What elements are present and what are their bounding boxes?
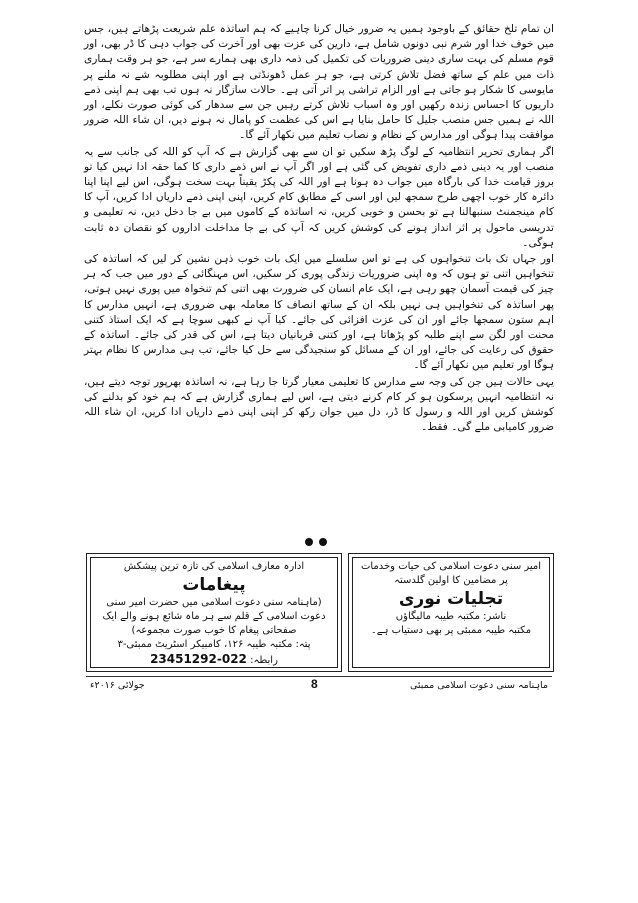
article-paragraph: اور جہاں تک بات تنخواہوں کی ہے تو اس سلسلے میں ایک بات خوب ذہن نشین کر لیں کہ اساتذہ کی تنخواہیں اتنی تو ہوں کہ وہ اپنی ضروریات زندگی پوری کر سکیں، اس مہنگائی کے دور میں جب کہ ہر چیز کی قیمت آسمان چھو رہی ہے، ایک عام انسان کی ضرورت بھی اتنی کم تنخواہ میں پوری نہیں ہوتی، پھر اساتذہ کی تنخواہیں ہی نہیں بلکہ ان کے ساتھ انصاف کا معاملہ بھی ضروری ہے، انہیں مدارس کا اہم ستون سمجھا جائے اور ان کی عزت افزائی کی جائے۔ کیا آپ نے کبھی سوچا ہے کہ ایک استاذ کتنی محنت اور لگن سے اپنے طلبہ کو پڑھاتا ہے، اور کتنی قربانیاں دیتا ہے، اس کی قدر کی جائے۔ اساتذہ کے حقوق کی رعایت کی جائے، اور ان کے مسائل کو سنجیدگی سے حل کیا جائے، تب ہی مدارس کا نظام بہتر ہوگا اور تعلیم میں نکھار آئے گا۔ xyxy=(84,253,554,372)
footer-magazine-name: ماہنامہ سنی دعوت اسلامی ممبئی xyxy=(409,680,548,691)
section-separator xyxy=(296,537,336,547)
advert-heading: امیر سنی دعوت اسلامی کی حیات وخدمات پر مضامین کا اولین گلدستہ xyxy=(360,561,542,586)
footer-divider xyxy=(86,676,552,677)
contact-phone: 022-23451292 xyxy=(150,652,247,666)
advert-title: پیغامات xyxy=(182,575,246,595)
advert-box-paighamat xyxy=(86,553,342,672)
contact-label: رابطہ: xyxy=(250,655,278,666)
advert-publisher: ناشر: مکتبہ طیبہ مالیگاؤں xyxy=(395,611,507,622)
advert-heading: ادارہ معارف اسلامی کی تازہ ترین پیشکش xyxy=(123,561,305,572)
article-paragraph: ان تمام تلخ حقائق کے باوجود ہمیں یہ ضرور خیال کرنا چاہیے کہ ہم اساتذہ علم شریعت پڑھاتے ہیں، جس میں خوف خدا اور شرم نبی دونوں شامل ہے، دارین کی عزت بھی اور آخرت کی جواب دہی کا ڈر بھی، اور قوم مسلم کی بہت ساری دینی ضروریات کی تکمیل کی ذمہ داری بھی ہمارے سر ہے، جو ہر وقت ہماری ذات میں علم کے ساتھ فضل تلاش کرتی ہے، جو ہر عمل ڈھونڈتی ہے اور اپنی مطلوبہ شے نہ ملنے پر مایوسی کا شکار ہو جاتی ہے اور الزام تراشی پر اتر آتی ہے۔ حالات سازگار نہ ہوں تب بھی ہم اپنی ذمے داریوں کا احساس زندہ رکھیں اور وہ اسباب تلاش کرتے رہیں جن سے سدھار کی کوئی صورت نکلے، اور اللہ نے ہمیں جس منصب جلیل کا حامل بنایا ہے اس کی عظمت کو پامال نہ ہونے دیں، ان شاء اللہ ضرور موافقت پیدا ہوگی اور مدارس کے نظام و نصاب تعلیم میں نکھار آئے گا۔ xyxy=(84,23,554,142)
article-body xyxy=(84,22,554,436)
bullet-dot-icon xyxy=(305,538,313,546)
page-number: 8 xyxy=(311,677,318,691)
advert-title: تجلیات نوری xyxy=(398,589,504,609)
advert-description: (ماہنامہ سنی دعوت اسلامی میں حضرت امیر سنی دعوت اسلامی کے قلم سے ہر ماہ شائع ہونے والے ایک صفحاتی پیغام کا خوب صورت مجموعہ) xyxy=(102,597,326,636)
advert-box-content xyxy=(95,560,333,668)
bullet-dot-icon xyxy=(319,538,327,546)
advert-box-tajalliyat xyxy=(348,553,554,672)
advert-contact xyxy=(95,652,333,668)
footer-date: جولائی ۲۰۱۶ء xyxy=(90,680,145,691)
advert-address: پتہ: مکتبہ طیبہ ۱۲۶، کامبیکر اسٹریٹ ممبئی-۳ xyxy=(117,639,311,650)
advert-availability: مکتبہ طیبہ ممبئی پر بھی دستیاب ہے۔ xyxy=(370,625,532,636)
article-paragraph: اگر ہماری تحریر انتظامیہ کے لوگ پڑھ سکیں تو ان سے بھی گزارش ہے کہ آپ کو اللہ کی جانب سے یہ منصب اور یہ دینی ذمے داری تفویض کی گئی ہے اور اگر آپ نے اس ذمے داری کا کما حقہ ادا نہیں کیا تو بروز قیامت خدا کی بارگاہ میں جواب دہ ہونا ہے اور اللہ کی پکڑ یقیناً بہت سخت ہوگی، اس لیے اپنا اپنا دائرہ کار خوب اچھی طرح سمجھ لیں اور اسی کے مطابق کام کریں، اپنی اپنی ذمے داریاں ادا کریں، آپ کا کام مینجمنٹ سنبھالنا ہے تو بحسن و خوبی کریں، نہ اساتذہ کے کاموں میں بے جا دخل دیں، نہ تعلیمی و تدریسی ماحول پر اثر انداز ہونے کی کوشش کریں کہ آپ کی بے جا مداخلت اداروں کو نقصان دہ ثابت ہوگی۔ xyxy=(84,145,554,249)
advert-box-content xyxy=(357,560,545,638)
article-paragraph: یہی حالات ہیں جن کی وجہ سے مدارس کا تعلیمی معیار گرتا جا رہا ہے، نہ اساتذہ بھرپور توجہ دیتے ہیں، نہ انتظامیہ انہیں پرسکون ہو کر کام کرنے دیتی ہے، اس لیے ہماری گزارش ہے کہ ہم خود کو بدلنے کی کوشش کریں اور اللہ و رسول کا ڈر، دل میں جوان رکھ کر اپنی اپنی ذمے داریاں ادا کریں، ان شاء اللہ ضرور کامیابی ملے گی۔ فقط۔ xyxy=(84,375,554,434)
